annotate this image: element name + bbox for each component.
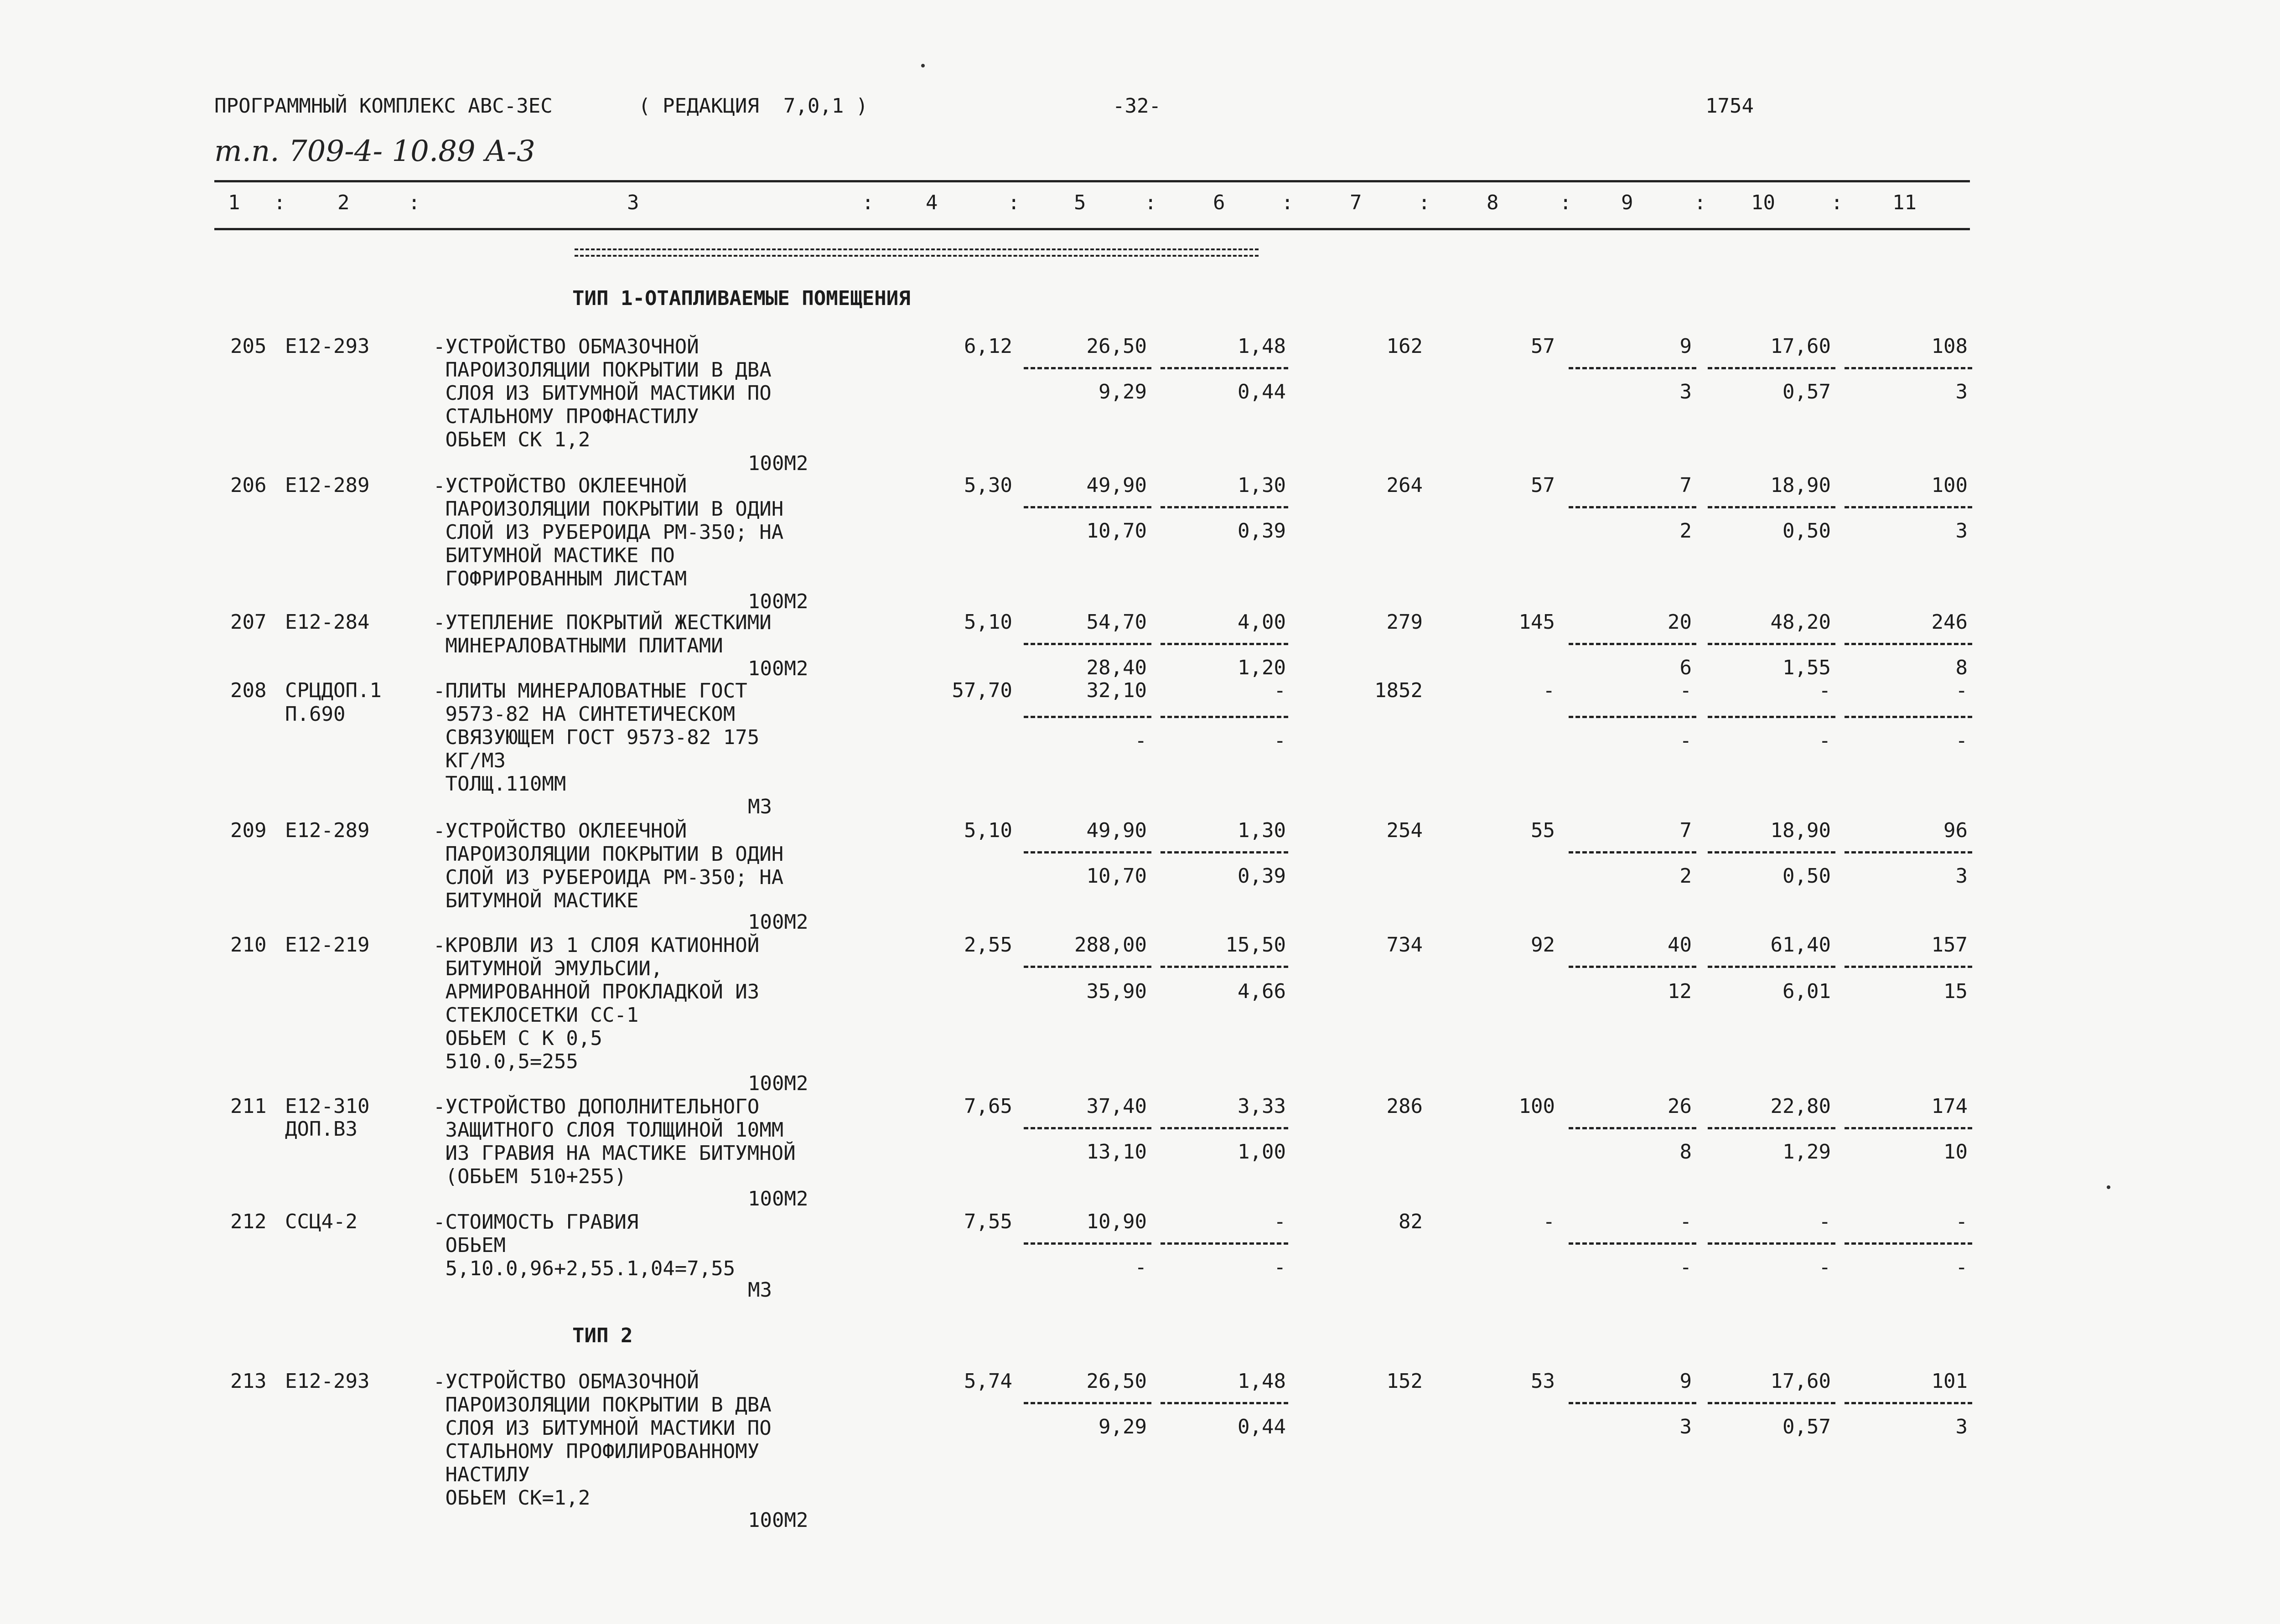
fraction-line <box>1024 716 1151 718</box>
row-c8: 57 <box>1531 335 1555 358</box>
handwritten-reference: т.п. 709-4- 10.89 А-3 <box>214 134 535 168</box>
row-c9: 40 <box>1668 933 1692 957</box>
fraction-line <box>1845 1402 1972 1404</box>
fraction-line <box>1161 1127 1288 1129</box>
row-qty: 2,55 <box>964 933 1012 957</box>
row-code: Е12-289 <box>285 819 370 842</box>
row-c7: 162 <box>1386 335 1423 358</box>
fraction-line <box>1708 643 1835 645</box>
row-c8: - <box>1543 1210 1555 1233</box>
row-c11: 96 <box>1943 819 1968 842</box>
row-c7: 734 <box>1386 933 1423 957</box>
col-separator: : <box>1281 191 1294 214</box>
row-c5b: - <box>1135 1256 1147 1279</box>
col-9-header: 9 <box>1621 191 1633 214</box>
row-qty: 5,10 <box>964 610 1012 634</box>
row-c11: 157 <box>1931 933 1968 957</box>
row-qty: 5,30 <box>964 474 1012 497</box>
row-qty: 7,55 <box>964 1210 1012 1233</box>
row-c8: 55 <box>1531 819 1555 842</box>
fraction-line <box>1024 851 1151 853</box>
fraction-line <box>1161 643 1288 645</box>
fraction-line <box>1024 1127 1151 1129</box>
fraction-line <box>1569 643 1696 645</box>
col-3-header: 3 <box>627 191 639 214</box>
row-number: 209 <box>230 819 267 842</box>
scan-speck <box>2107 1185 2110 1189</box>
col-11-header: 11 <box>1892 191 1917 214</box>
row-c9b: 3 <box>1679 1415 1692 1438</box>
col-separator: : <box>1831 191 1843 214</box>
fraction-line <box>1708 367 1835 369</box>
col-separator: : <box>1560 191 1572 214</box>
row-c9: 9 <box>1679 335 1692 358</box>
row-c10b: 6,01 <box>1783 980 1831 1003</box>
fraction-line <box>1161 506 1288 508</box>
row-c10b: 0,57 <box>1783 1415 1831 1438</box>
fraction-line <box>1708 716 1835 718</box>
col-4-header: 4 <box>926 191 938 214</box>
fraction-line <box>1569 966 1696 968</box>
row-c7: 286 <box>1386 1095 1423 1118</box>
section-title-type-1: ТИП 1-ОТАПЛИВАЕМЫЕ ПОМЕЩЕНИЯ <box>572 287 911 310</box>
row-c5b: 28,40 <box>1086 656 1147 679</box>
row-c7: 152 <box>1386 1370 1423 1393</box>
header-top-rule <box>214 180 1970 182</box>
fraction-line <box>1161 367 1288 369</box>
row-code: СРЦДОП.1 <box>285 679 382 702</box>
row-c7: 82 <box>1399 1210 1423 1233</box>
row-c6b: 0,39 <box>1238 864 1286 888</box>
row-description: -УСТРОЙСТВО ДОПОЛНИТЕЛЬНОГО ЗАЩИТНОГО СЛОЯ ТОЛЩИНОЙ 10ММ ИЗ ГРАВИЯ НА МАСТИКЕ БИТУМНОЙ (ОБЬЕМ 510+255) <box>433 1095 796 1188</box>
row-c6b: 0,44 <box>1238 380 1286 403</box>
fraction-line <box>1708 966 1835 968</box>
row-description: -СТОИМОСТЬ ГРАВИЯ ОБЬЕМ 5,10.0,96+2,55.1,04=7,55 <box>433 1210 736 1280</box>
col-separator: : <box>1418 191 1430 214</box>
row-c11b: 10 <box>1943 1140 1968 1164</box>
row-c5: 10,90 <box>1086 1210 1147 1233</box>
section-title-type-2: ТИП 2 <box>572 1324 633 1347</box>
sheet-number: 1754 <box>1705 94 1754 118</box>
row-number: 207 <box>230 610 267 634</box>
row-c11: 100 <box>1931 474 1968 497</box>
row-c11: - <box>1955 679 1968 702</box>
col-7-header: 7 <box>1350 191 1362 214</box>
fraction-line <box>1161 1242 1288 1245</box>
row-c7: 1852 <box>1374 679 1423 702</box>
row-qty: 5,10 <box>964 819 1012 842</box>
row-c8: 53 <box>1531 1370 1555 1393</box>
row-unit: М3 <box>748 795 772 818</box>
row-c9: 7 <box>1679 474 1692 497</box>
fraction-line <box>1024 1402 1151 1404</box>
row-c11: 246 <box>1931 610 1968 634</box>
row-c5b: 13,10 <box>1086 1140 1147 1164</box>
row-c9: 20 <box>1668 610 1692 634</box>
row-c6: - <box>1274 679 1286 702</box>
row-description: -УТЕПЛЕНИЕ ПОКРЫТИЙ ЖЕСТКИМИ МИНЕРАЛОВАТНЫМИ ПЛИТАМИ <box>433 611 772 657</box>
row-c10b: 1,55 <box>1783 656 1831 679</box>
row-code: Е12-293 <box>285 335 370 358</box>
row-c6b: - <box>1274 729 1286 752</box>
row-c11b: 15 <box>1943 980 1968 1003</box>
row-c9b: 3 <box>1679 380 1692 403</box>
row-qty: 6,12 <box>964 335 1012 358</box>
fraction-line <box>1569 367 1696 369</box>
col-separator: : <box>408 191 420 214</box>
row-qty: 57,70 <box>952 679 1012 702</box>
row-c5b: 10,70 <box>1086 864 1147 888</box>
page-number: -32- <box>1113 94 1161 118</box>
row-c10: 18,90 <box>1770 819 1831 842</box>
row-c9: 9 <box>1679 1370 1692 1393</box>
row-c10b: 1,29 <box>1783 1140 1831 1164</box>
fraction-line <box>1024 1242 1151 1245</box>
row-c11: - <box>1955 1210 1968 1233</box>
row-c9: 26 <box>1668 1095 1692 1118</box>
row-number: 205 <box>230 335 267 358</box>
row-c10: - <box>1819 679 1831 702</box>
row-c6: 1,48 <box>1238 335 1286 358</box>
row-c9b: 6 <box>1679 656 1692 679</box>
col-separator: : <box>1694 191 1706 214</box>
row-code: Е12-219 <box>285 933 370 957</box>
row-description: -УСТРОЙСТВО ОКЛЕЕЧНОЙ ПАРОИЗОЛЯЦИИ ПОКРЫТИИ В ОДИН СЛОЙ ИЗ РУБЕРОИДА РМ-350; НА БИТУМНОЙ МАСТИКЕ <box>433 819 784 912</box>
row-number: 206 <box>230 474 267 497</box>
row-c11: 108 <box>1931 335 1968 358</box>
fraction-line <box>1708 1242 1835 1245</box>
fraction-line <box>1845 966 1972 968</box>
row-c5: 49,90 <box>1086 819 1147 842</box>
fraction-line <box>1569 716 1696 718</box>
row-c11b: 3 <box>1955 864 1968 888</box>
row-c8: 92 <box>1531 933 1555 957</box>
fraction-line <box>1845 1127 1972 1129</box>
fraction-line <box>1024 966 1151 968</box>
row-description: -УСТРОЙСТВО ОБМАЗОЧНОЙ ПАРОИЗОЛЯЦИИ ПОКРЫТИИ В ДВА СЛОЯ ИЗ БИТУМНОЙ МАСТИКИ ПО СТАЛЬНОМУ ПРОФНАСТИЛУ ОБЬЕМ СК 1,2 <box>433 335 772 451</box>
program-title: ПРОГРАММНЫЙ КОМПЛЕКС АВС-3ЕС <box>214 94 553 118</box>
row-c10: 17,60 <box>1770 335 1831 358</box>
fraction-line <box>1024 643 1151 645</box>
row-c5: 288,00 <box>1074 933 1147 957</box>
row-unit: 100М2 <box>748 590 808 613</box>
col-8-header: 8 <box>1487 191 1499 214</box>
row-c6b: 1,00 <box>1238 1140 1286 1164</box>
row-c11b: 3 <box>1955 519 1968 543</box>
fraction-line <box>1161 1402 1288 1404</box>
row-c6: 1,48 <box>1238 1370 1286 1393</box>
fraction-line <box>1845 643 1972 645</box>
row-c11b: - <box>1955 729 1968 752</box>
row-number: 212 <box>230 1210 267 1233</box>
col-5-header: 5 <box>1074 191 1086 214</box>
col-6-header: 6 <box>1213 191 1225 214</box>
col-separator: : <box>274 191 286 214</box>
row-c6b: 4,66 <box>1238 980 1286 1003</box>
fraction-line <box>1569 1127 1696 1129</box>
row-unit: 100М2 <box>748 1187 808 1210</box>
row-c9: - <box>1679 1210 1692 1233</box>
col-separator: : <box>1145 191 1157 214</box>
row-c9: 7 <box>1679 819 1692 842</box>
fraction-line <box>1024 506 1151 508</box>
row-unit: 100М2 <box>748 657 808 680</box>
row-c6: - <box>1274 1210 1286 1233</box>
row-c5: 26,50 <box>1086 1370 1147 1393</box>
row-description: -УСТРОЙСТВО ОКЛЕЕЧНОЙ ПАРОИЗОЛЯЦИИ ПОКРЫТИИ В ОДИН СЛОЙ ИЗ РУБЕРОИДА РМ-350; НА БИТУМНОЙ МАСТИКЕ ПО ГОФРИРОВАННЫМ ЛИСТАМ <box>433 474 784 590</box>
fraction-line <box>1708 1402 1835 1404</box>
row-c9: - <box>1679 679 1692 702</box>
row-c10: 61,40 <box>1770 933 1831 957</box>
col-1-header: 1 <box>228 191 240 214</box>
fraction-line <box>1708 506 1835 508</box>
row-c10b: 0,50 <box>1783 519 1831 543</box>
row-c5b: 35,90 <box>1086 980 1147 1003</box>
row-c10b: 0,57 <box>1783 380 1831 403</box>
fraction-line <box>1024 367 1151 369</box>
fraction-line <box>1569 1402 1696 1404</box>
row-c8: 100 <box>1518 1095 1555 1118</box>
row-c10: - <box>1819 1210 1831 1233</box>
header-bottom-rule <box>214 228 1970 230</box>
col-separator: : <box>1008 191 1020 214</box>
row-number: 211 <box>230 1095 267 1118</box>
col-2-header: 2 <box>337 191 350 214</box>
row-c10: 48,20 <box>1770 610 1831 634</box>
fraction-line <box>1845 367 1972 369</box>
col-separator: : <box>862 191 874 214</box>
row-code: Е12-284 <box>285 610 370 634</box>
row-c5b: - <box>1135 729 1147 752</box>
row-c6b: 1,20 <box>1238 656 1286 679</box>
fraction-line <box>1569 506 1696 508</box>
double-rule <box>575 248 1259 257</box>
row-c10: 17,60 <box>1770 1370 1831 1393</box>
row-c5: 37,40 <box>1086 1095 1147 1118</box>
row-c10b: - <box>1819 1256 1831 1279</box>
row-unit: 100М2 <box>748 1072 808 1095</box>
row-c5: 54,70 <box>1086 610 1147 634</box>
row-c10: 18,90 <box>1770 474 1831 497</box>
row-unit: М3 <box>748 1278 772 1302</box>
col-10-header: 10 <box>1751 191 1775 214</box>
row-c6: 4,00 <box>1238 610 1286 634</box>
fraction-line <box>1845 716 1972 718</box>
row-unit: 100М2 <box>748 1509 808 1532</box>
row-code: Е12-289 <box>285 474 370 497</box>
fraction-line <box>1161 966 1288 968</box>
row-c9b: 8 <box>1679 1140 1692 1164</box>
row-description: -КРОВЛИ ИЗ 1 СЛОЯ КАТИОННОЙ БИТУМНОЙ ЭМУЛЬСИИ, АРМИРОВАННОЙ ПРОКЛАДКОЙ ИЗ СТЕКЛОСЕТКИ СС-1 ОБЬЕМ С К 0,5 510.0,5=255 <box>433 934 760 1073</box>
row-c11: 174 <box>1931 1095 1968 1118</box>
row-c8: 145 <box>1518 610 1555 634</box>
row-c8: 57 <box>1531 474 1555 497</box>
row-code: ССЦ4-2 <box>285 1210 358 1233</box>
row-c9b: - <box>1679 1256 1692 1279</box>
row-c7: 264 <box>1386 474 1423 497</box>
fraction-line <box>1845 851 1972 853</box>
row-c11b: 8 <box>1955 656 1968 679</box>
row-c8: - <box>1543 679 1555 702</box>
row-c9b: - <box>1679 729 1692 752</box>
row-c6b: 0,39 <box>1238 519 1286 543</box>
fraction-line <box>1161 716 1288 718</box>
row-c10b: - <box>1819 729 1831 752</box>
row-c6: 1,30 <box>1238 474 1286 497</box>
fraction-line <box>1708 1127 1835 1129</box>
fraction-line <box>1845 506 1972 508</box>
row-c5b: 9,29 <box>1099 1415 1147 1438</box>
row-unit: 100М2 <box>748 452 808 475</box>
row-c9b: 12 <box>1668 980 1692 1003</box>
row-code-secondary: ДОП.В3 <box>285 1117 358 1141</box>
fraction-line <box>1708 851 1835 853</box>
row-code: Е12-310 <box>285 1095 370 1118</box>
row-c6b: - <box>1274 1256 1286 1279</box>
row-c7: 279 <box>1386 610 1423 634</box>
row-c7: 254 <box>1386 819 1423 842</box>
row-code: Е12-293 <box>285 1370 370 1393</box>
fraction-line <box>1569 1242 1696 1245</box>
row-qty: 7,65 <box>964 1095 1012 1118</box>
row-c5: 26,50 <box>1086 335 1147 358</box>
row-number: 210 <box>230 933 267 957</box>
row-c6: 1,30 <box>1238 819 1286 842</box>
row-c5: 32,10 <box>1086 679 1147 702</box>
fraction-line <box>1845 1242 1972 1245</box>
row-c5b: 10,70 <box>1086 519 1147 543</box>
row-number: 213 <box>230 1370 267 1393</box>
row-description: -ПЛИТЫ МИНЕРАЛОВАТНЫЕ ГОСТ 9573-82 НА СИНТЕТИЧЕСКОМ СВЯЗУЮЩЕМ ГОСТ 9573-82 175 КГ/М3 ТОЛЩ.110ММ <box>433 679 760 796</box>
edition-label: ( РЕДАКЦИЯ 7,0,1 ) <box>638 94 868 118</box>
row-qty: 5,74 <box>964 1370 1012 1393</box>
row-number: 208 <box>230 679 267 702</box>
row-code-secondary: П.690 <box>285 703 346 726</box>
row-c6: 3,33 <box>1238 1095 1286 1118</box>
fraction-line <box>1569 851 1696 853</box>
scan-speck <box>921 64 925 67</box>
row-c10b: 0,50 <box>1783 864 1831 888</box>
row-c5: 49,90 <box>1086 474 1147 497</box>
row-c10: 22,80 <box>1770 1095 1831 1118</box>
row-unit: 100М2 <box>748 910 808 934</box>
row-c11b: - <box>1955 1256 1968 1279</box>
row-c11b: 3 <box>1955 380 1968 403</box>
row-c11b: 3 <box>1955 1415 1968 1438</box>
row-c6b: 0,44 <box>1238 1415 1286 1438</box>
fraction-line <box>1161 851 1288 853</box>
row-c11: 101 <box>1931 1370 1968 1393</box>
row-description: -УСТРОЙСТВО ОБМАЗОЧНОЙ ПАРОИЗОЛЯЦИИ ПОКРЫТИИ В ДВА СЛОЯ ИЗ БИТУМНОЙ МАСТИКИ ПО СТАЛЬНОМУ ПРОФИЛИРОВАННОМУ НАСТИЛУ ОБЬЕМ СК=1,2 <box>433 1370 772 1510</box>
row-c5b: 9,29 <box>1099 380 1147 403</box>
row-c6: 15,50 <box>1225 933 1286 957</box>
row-c9b: 2 <box>1679 519 1692 543</box>
row-c9b: 2 <box>1679 864 1692 888</box>
